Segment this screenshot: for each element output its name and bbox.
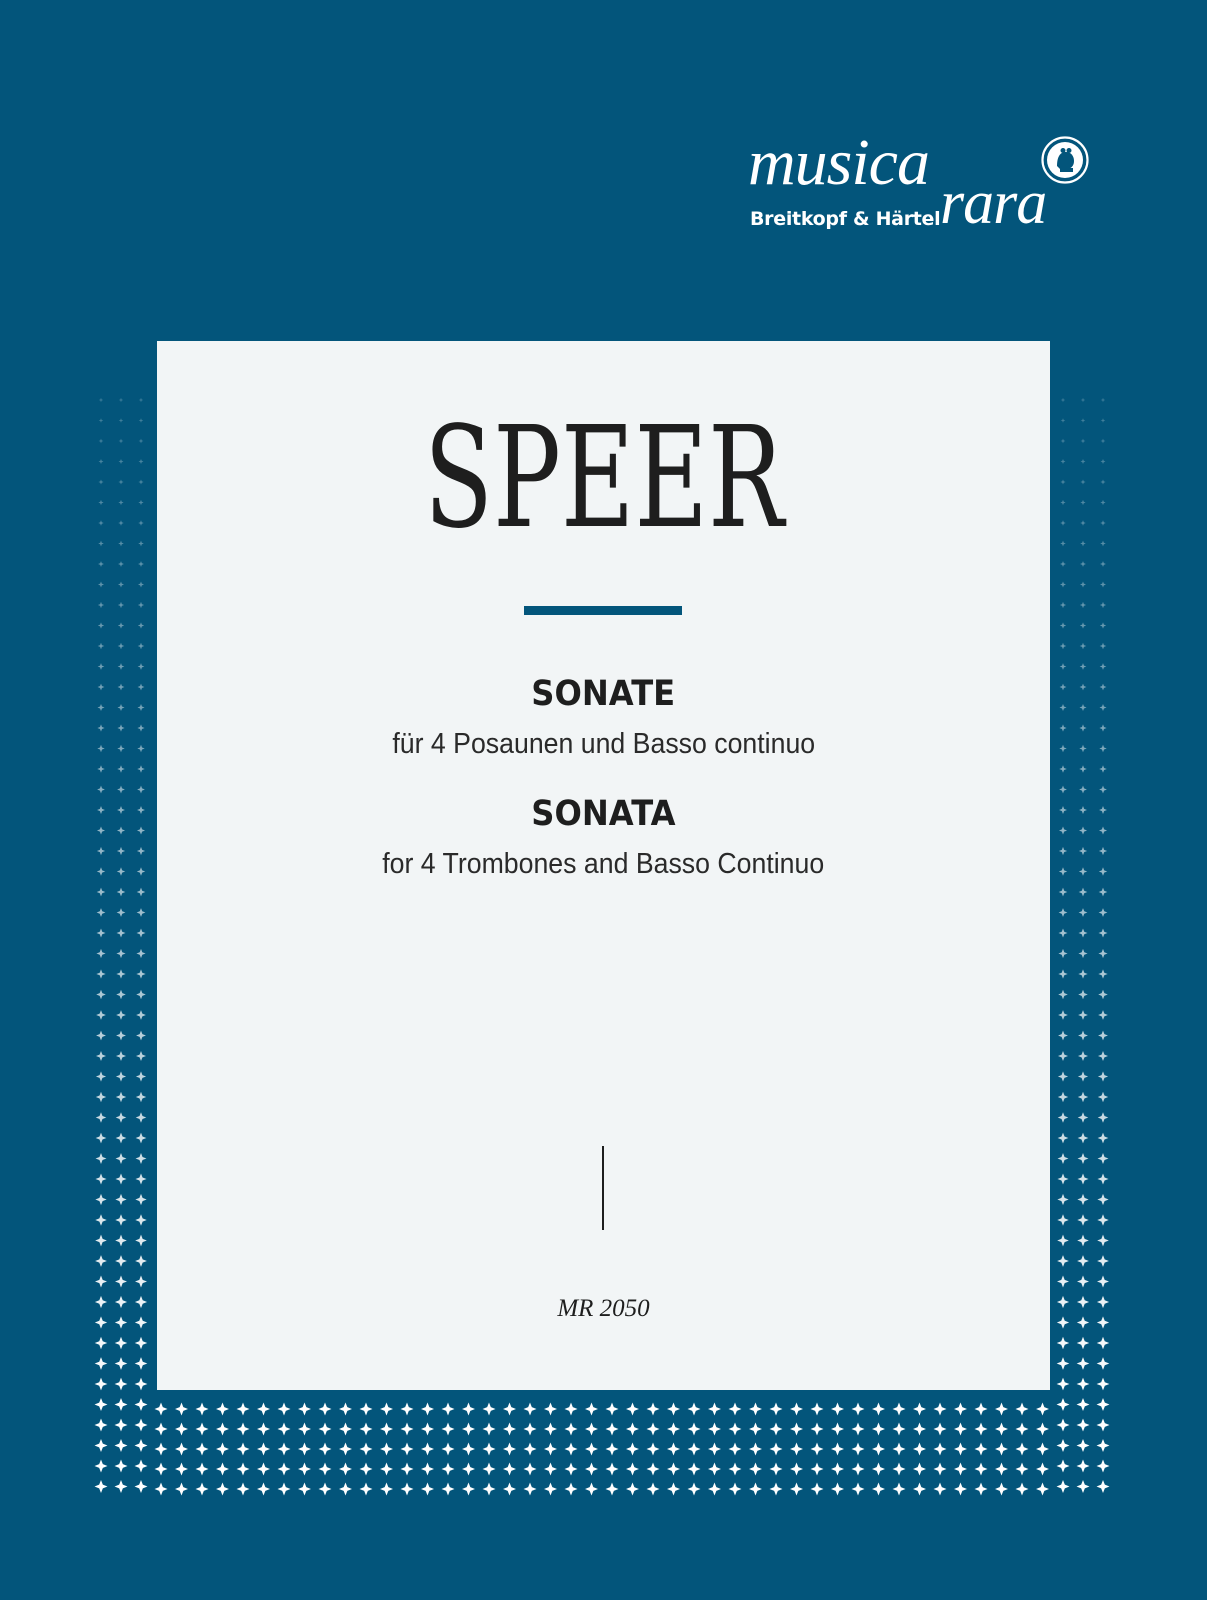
subtitle-german: für 4 Posaunen und Basso continuo [392, 728, 815, 760]
subtitle-english: for 4 Trombones and Basso Continuo [382, 848, 825, 880]
publisher-logo [748, 126, 1093, 240]
logo-wordmark-rara: rara [940, 169, 1047, 237]
vertical-divider [602, 1146, 604, 1230]
title-panel [157, 341, 1050, 1390]
accent-rule [524, 606, 682, 615]
title-english: SONATA [531, 794, 676, 834]
catalog-number: MR 2050 [557, 1295, 650, 1322]
logo-publisher-name: Breitkopf & Härtel [750, 208, 941, 230]
composer-name: SPEER [423, 397, 784, 560]
logo-wordmark-musica: musica [748, 126, 929, 199]
bear-seal-icon [1040, 135, 1090, 185]
title-german: SONATE [531, 674, 676, 714]
